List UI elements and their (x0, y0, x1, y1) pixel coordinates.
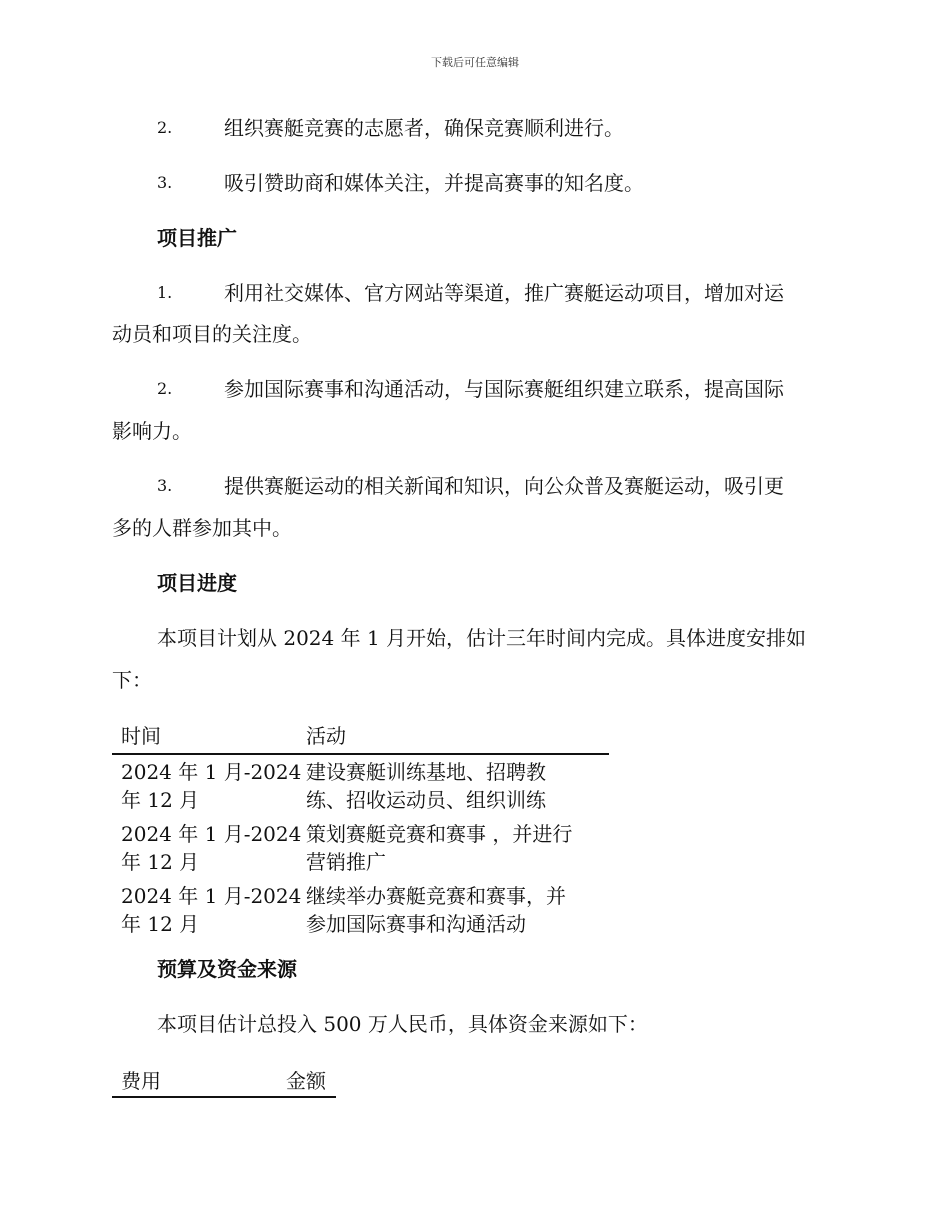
section-heading-progress: 项目进度 (157, 571, 237, 595)
table-header-amount: 金额 (286, 1069, 326, 1093)
table-cell-activity: 练、招收运动员、组织训练 (306, 788, 546, 812)
list-item-text-cont: 多的人群参加其中。 (112, 516, 292, 540)
budget-paragraph: 本项目估计总投入 500 万人民币，具体资金来源如下： (157, 1012, 648, 1036)
table-cell-time: 2024 年 1 月-2024 (121, 822, 302, 846)
section-heading-budget: 预算及资金来源 (157, 957, 297, 981)
progress-paragraph-cont: 下： (112, 668, 152, 692)
table-cell-activity: 建设赛艇训练基地、招聘教 (306, 760, 546, 784)
list-item-text: 参加国际赛事和沟通活动，与国际赛艇组织建立联系，提高国际 (224, 377, 784, 401)
list-number: 2. (157, 118, 173, 137)
page-header: 下载后可任意编辑 (431, 56, 519, 69)
list-item-text: 吸引赞助商和媒体关注，并提高赛事的知名度。 (224, 171, 644, 195)
table-header-rule (112, 753, 609, 755)
table-cell-activity: 营销推广 (306, 850, 386, 874)
list-item-text: 组织赛艇竞赛的志愿者，确保竞赛顺利进行。 (224, 116, 624, 140)
table-cell-time: 年 12 月 (121, 788, 200, 812)
table-cell-time: 2024 年 1 月-2024 (121, 884, 302, 908)
table-header-cost: 费用 (121, 1069, 161, 1093)
table-cell-time: 年 12 月 (121, 850, 200, 874)
list-number: 3. (157, 173, 173, 192)
table-cell-time: 年 12 月 (121, 912, 200, 936)
table-header-time: 时间 (121, 724, 161, 748)
list-item-text: 提供赛艇运动的相关新闻和知识，向公众普及赛艇运动，吸引更 (224, 474, 784, 498)
list-number: 2. (157, 379, 173, 398)
table-cell-activity: 继续举办赛艇竞赛和赛事，并 (306, 884, 566, 908)
list-item-text-cont: 影响力。 (112, 419, 192, 443)
progress-paragraph: 本项目计划从 2024 年 1 月开始，估计三年时间内完成。具体进度安排如 (157, 626, 807, 650)
list-item-text-cont: 动员和项目的关注度。 (112, 322, 312, 346)
table-cell-time: 2024 年 1 月-2024 (121, 760, 302, 784)
table-cell-activity: 参加国际赛事和沟通活动 (306, 912, 526, 936)
list-number: 3. (157, 476, 173, 495)
table-cell-activity: 策划赛艇竞赛和赛事 ，并进行 (306, 822, 573, 846)
table-header-activity: 活动 (306, 724, 346, 748)
budget-table-header-rule (112, 1096, 336, 1098)
list-item-text: 利用社交媒体、官方网站等渠道，推广赛艇运动项目，增加对运 (224, 281, 784, 305)
list-number: 1. (157, 283, 173, 302)
section-heading-promotion: 项目推广 (157, 226, 237, 250)
